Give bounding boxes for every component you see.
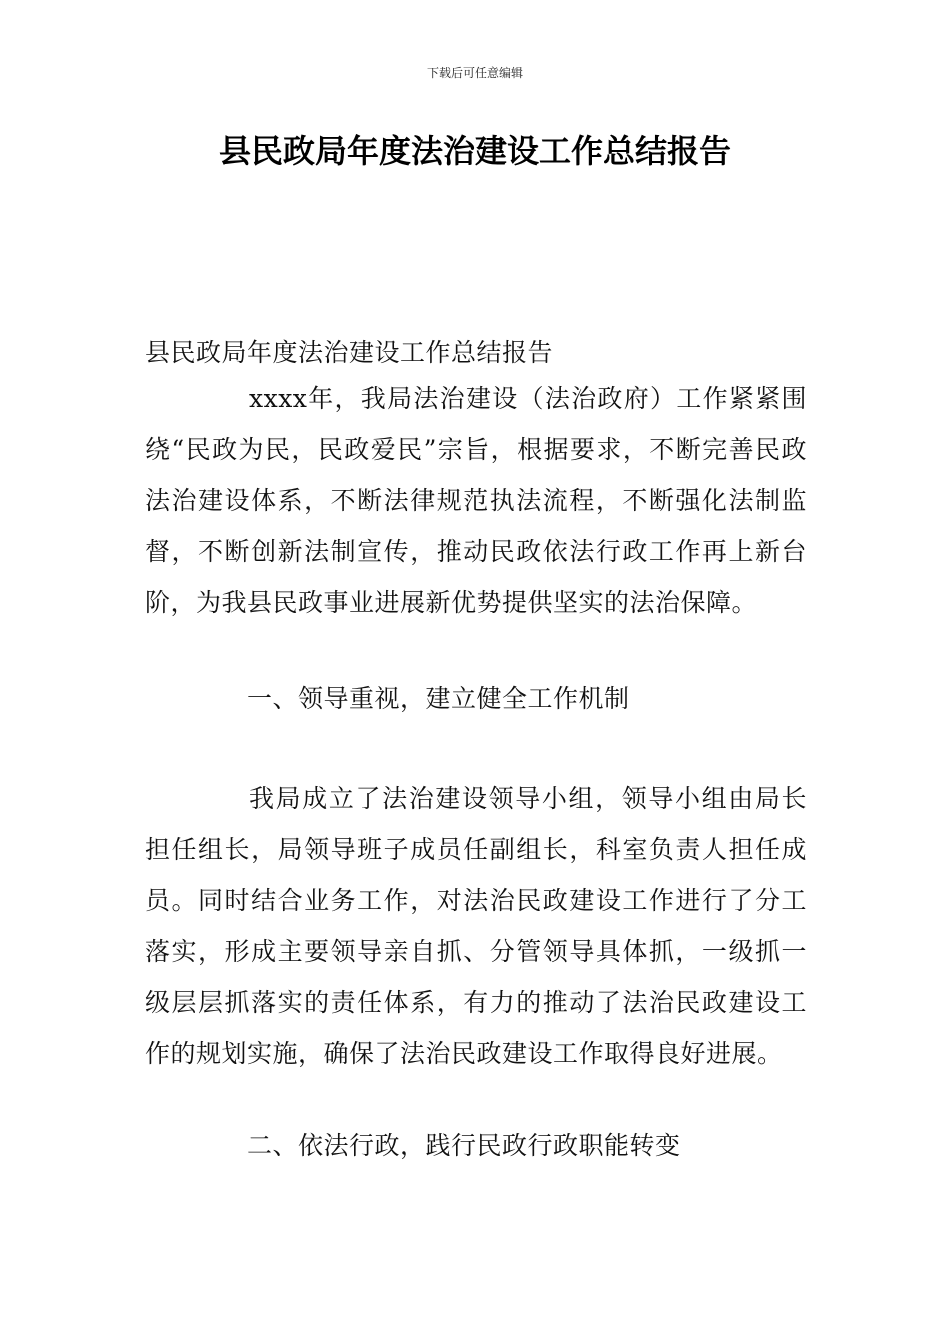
section-heading-2: 二、依法行政，践行民政行政职能转变 — [247, 1131, 681, 1160]
paragraph-intro: xxxx年，我局法治建设（法治政府）工作紧紧围绕“民政为民，民政爱民”宗旨，根据要求，不断完善民政法治建设体系，不断法律规范执法流程，不断强化法制监督，不断创新法制宣传，推动民政依法行政工作再上新台阶，为我县民政事业进展新优势提供坚实的法治保障。 — [145, 384, 807, 617]
section-heading-1: 一、领导重视，建立健全工作机制 — [247, 684, 630, 713]
paragraph-section-1: 我局成立了法治建设领导小组，领导小组由局长担任组长，局领导班子成员任副组长，科室负责人担任成员。同时结合业务工作，对法治民政建设工作进行了分工落实，形成主要领导亲自抓、分管领导具体抓，一级抓一级层层抓落实的责任体系，有力的推动了法治民政建设工作的规划实施，确保了法治民政建设工作取得良好进展。 — [145, 784, 807, 1068]
header-note: 下载后可任意编辑 — [426, 66, 523, 80]
document-title: 县民政局年度法治建设工作总结报告 — [218, 132, 731, 170]
repeated-title: 县民政局年度法治建设工作总结报告 — [145, 338, 554, 367]
